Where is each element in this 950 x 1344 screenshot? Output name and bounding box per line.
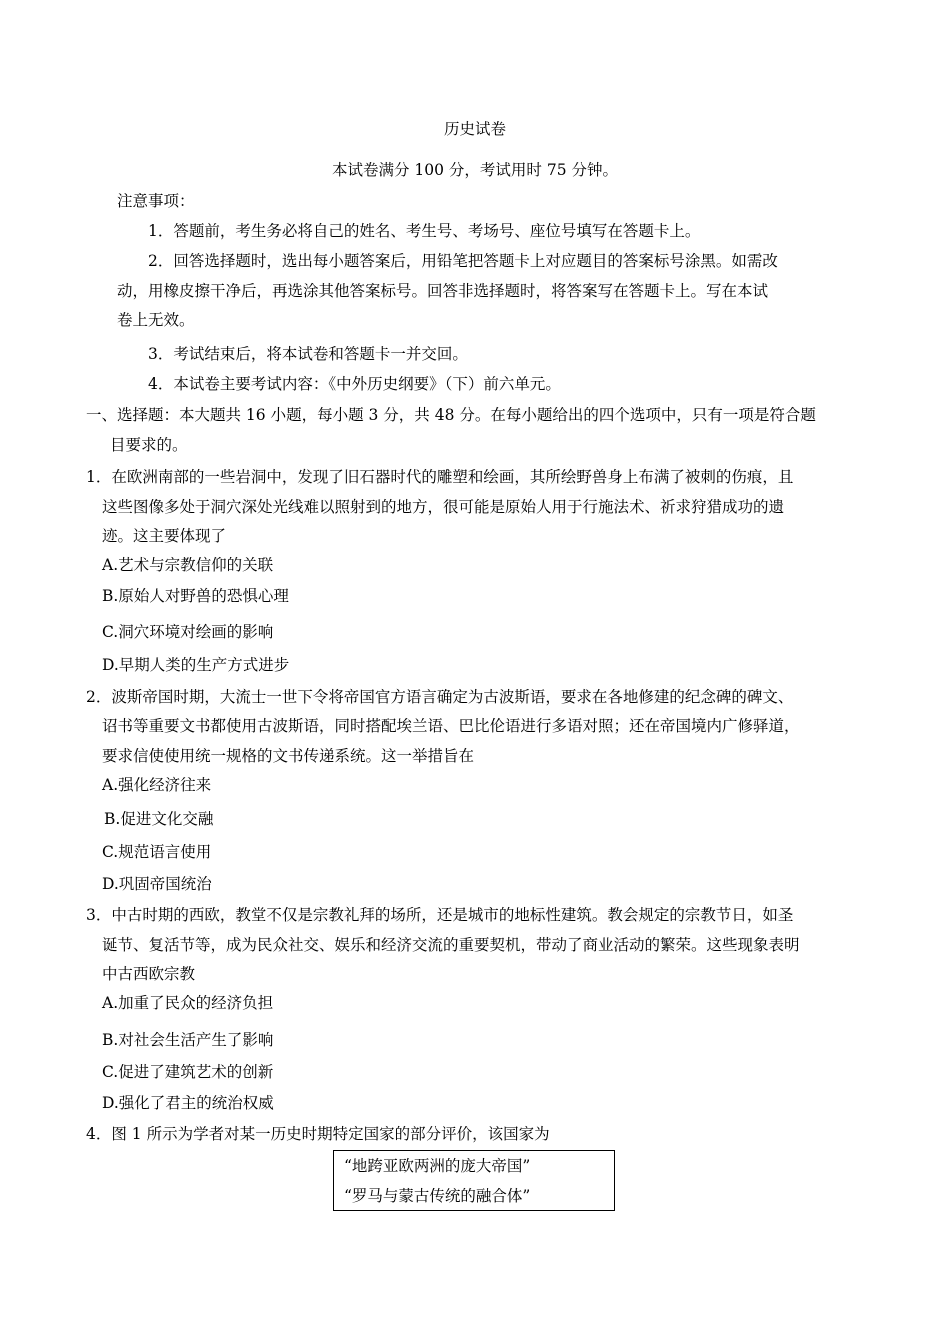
notice-item-3: 3．考试结束后，将本试卷和答题卡一并交回。 <box>148 345 468 363</box>
question-3-option-b: B.对社会生活产生了影响 <box>102 1031 274 1049</box>
question-1-option-a: A.艺术与宗教信仰的关联 <box>102 556 274 574</box>
page-subtitle: 本试卷满分 100 分，考试用时 75 分钟。 <box>331 161 619 179</box>
figure-1-quote-2: “罗马与蒙古传统的融合体” <box>344 1187 531 1205</box>
question-3-stem-cont: 中古西欧宗教 <box>102 965 196 983</box>
figure-1-quote-box <box>333 1150 615 1211</box>
question-2-option-a: A.强化经济往来 <box>102 776 212 794</box>
question-1-option-b: B.原始人对野兽的恐惧心理 <box>102 587 289 605</box>
question-3-option-d: D.强化了君主的统治权威 <box>102 1094 274 1112</box>
notice-heading: 注意事项： <box>117 192 195 210</box>
question-2-stem: 2．波斯帝国时期，大流士一世下令将帝国官方语言确定为古波斯语，要求在各地修建的纪念碑的碑文、 <box>86 688 794 706</box>
notice-item-2: 2．回答选择题时，选出每小题答案后，用铅笔把答题卡上对应题目的答案标号涂黑。如需改 <box>148 252 778 270</box>
question-3-option-a: A.加重了民众的经济负担 <box>102 994 274 1012</box>
section-heading: 一、选择题：本大题共 16 小题，每小题 3 分，共 48 分。在每小题给出的四个选项中，只有一项是符合题 <box>86 406 816 424</box>
question-2-stem-cont: 诏书等重要文书都使用古波斯语，同时搭配埃兰语、巴比伦语进行多语对照；还在帝国境内广修驿道， <box>102 717 800 735</box>
section-heading-cont: 目要求的。 <box>110 436 188 454</box>
question-1-option-c: C.洞穴环境对绘画的影响 <box>102 623 274 641</box>
question-2-option-d: D.巩固帝国统治 <box>102 875 212 893</box>
question-3-stem-cont: 诞节、复活节等，成为民众社交、娱乐和经济交流的重要契机，带动了商业活动的繁荣。这些现象表明 <box>102 936 800 954</box>
figure-1-quote-1: “地跨亚欧两洲的庞大帝国” <box>344 1157 531 1175</box>
question-2-option-b: B.促进文化交融 <box>104 810 214 828</box>
notice-item-1: 1．答题前，考生务必将自己的姓名、考生号、考场号、座位号填写在答题卡上。 <box>148 222 701 240</box>
question-1-option-d: D.早期人类的生产方式进步 <box>102 656 290 674</box>
question-2-option-c: C.规范语言使用 <box>102 843 212 861</box>
notice-item-4: 4．本试卷主要考试内容：《中外历史纲要》（下）前六单元。 <box>148 375 561 393</box>
question-2-stem-cont: 要求信使使用统一规格的文书传递系统。这一举措旨在 <box>102 747 475 765</box>
notice-item-2-cont: 动，用橡皮擦干净后，再选涂其他答案标号。回答非选择题时，将答案写在答题卡上。写在本试 <box>117 282 769 300</box>
question-3-stem: 3．中古时期的西欧，教堂不仅是宗教礼拜的场所，还是城市的地标性建筑。教会规定的宗教节日，如圣 <box>86 906 794 924</box>
notice-item-2-cont: 卷上无效。 <box>117 311 195 329</box>
question-1-stem-cont: 迹。这主要体现了 <box>102 527 227 545</box>
page-title: 历史试卷 <box>443 120 506 138</box>
question-1-stem: 1．在欧洲南部的一些岩洞中，发现了旧石器时代的雕塑和绘画，其所绘野兽身上布满了被刺的伤痕，且 <box>86 468 794 486</box>
question-4-stem: 4．图 1 所示为学者对某一历史时期特定国家的部分评价，该国家为 <box>86 1125 550 1143</box>
question-1-stem-cont: 这些图像多处于洞穴深处光线难以照射到的地方，很可能是原始人用于行施法术、祈求狩猎成功的遗 <box>102 498 785 516</box>
question-3-option-c: C.促进了建筑艺术的创新 <box>102 1063 274 1081</box>
